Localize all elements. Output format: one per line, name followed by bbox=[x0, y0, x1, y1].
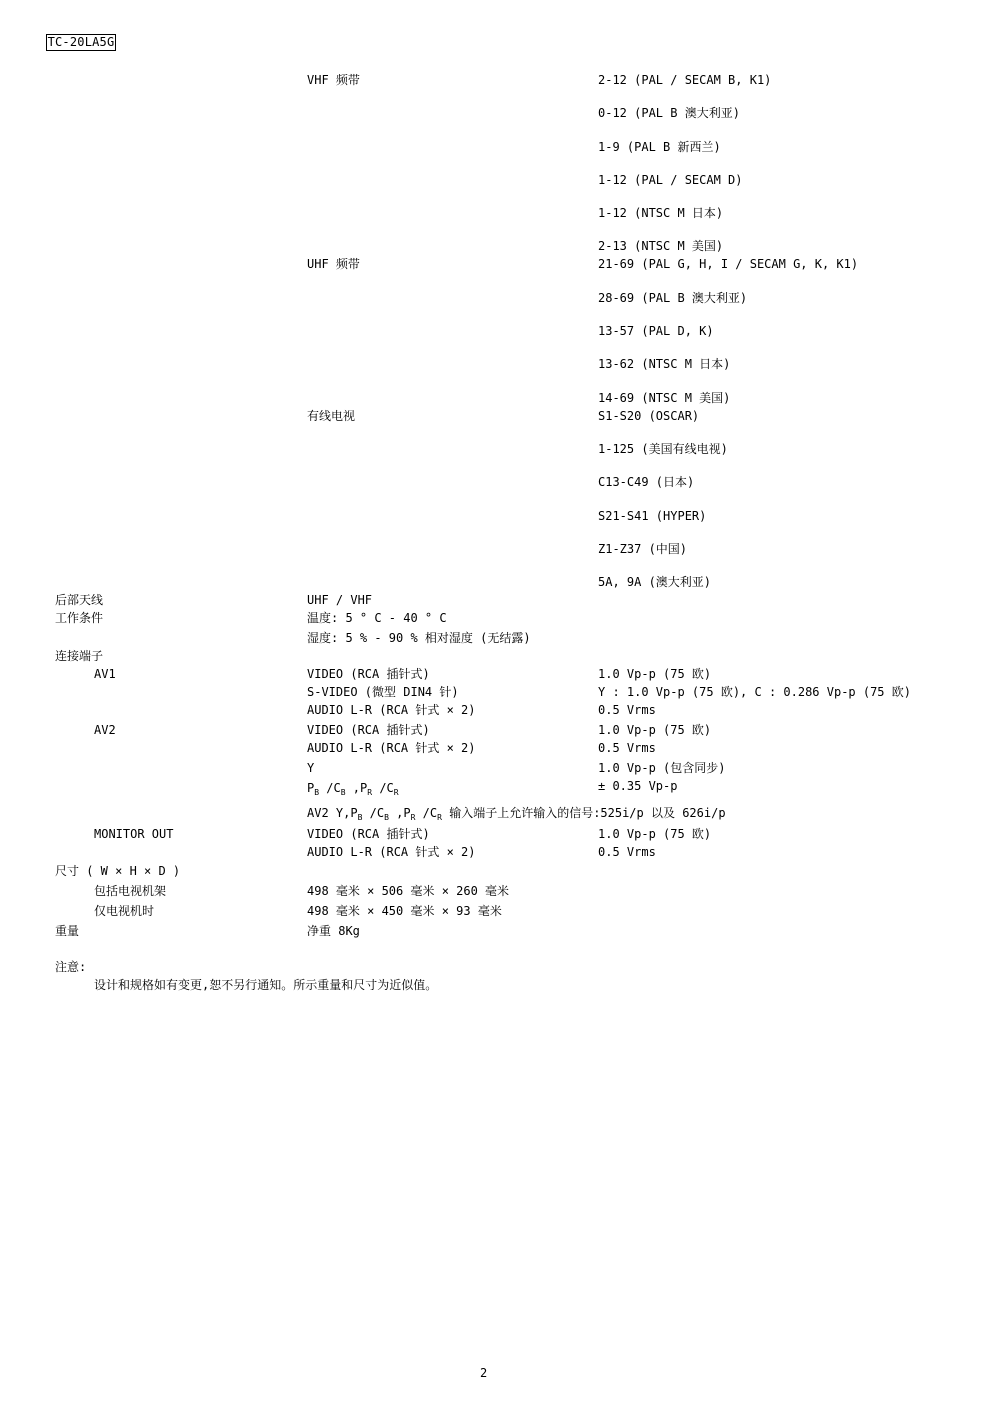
av1-video-name: VIDEO (RCA 插针式) bbox=[307, 667, 430, 681]
monitor-video-name: VIDEO (RCA 插针式) bbox=[307, 827, 430, 841]
av2-audio-name: AUDIO L-R (RCA 针式 × 2) bbox=[307, 741, 476, 755]
av1-svideo-value: Y : 1.0 Vp-p (75 欧), C : 0.286 Vp-p (75 欧) bbox=[598, 685, 911, 699]
uhf-value: 13-57 (PAL D, K) bbox=[598, 324, 714, 338]
uhf-value: 28-69 (PAL B 澳大利亚) bbox=[598, 291, 748, 305]
av2-audio-value: 0.5 Vrms bbox=[598, 741, 656, 755]
uhf-band-label: UHF 频带 bbox=[307, 257, 360, 271]
temperature-value: 温度: 5 ° C - 40 ° C bbox=[307, 611, 447, 625]
av2-signal-note: AV2 $Y,P_B$ $/C_B$ $,P_R$ $/C_R$ 输入端子上允许输入的信号:525i/p 以及 626i/p bbox=[307, 806, 726, 822]
catv-value: 1-125 (美国有线电视) bbox=[598, 442, 728, 456]
av1-label: AV1 bbox=[94, 667, 116, 681]
av1-svideo-name: S-VIDEO (微型 DIN4 针) bbox=[307, 685, 459, 699]
note-label: 注意: bbox=[55, 960, 87, 974]
av1-audio-value: 0.5 Vrms bbox=[598, 703, 656, 717]
catv-value: S21-S41 (HYPER) bbox=[598, 509, 707, 523]
operating-conditions-label: 工作条件 bbox=[55, 611, 104, 625]
tv-only-label: 仅电视机时 bbox=[94, 904, 155, 918]
vhf-value: 0-12 (PAL B 澳大利亚) bbox=[598, 106, 740, 120]
weight-label: 重量 bbox=[55, 924, 80, 938]
antenna-value: UHF / VHF bbox=[307, 593, 373, 607]
monitor-out-label: MONITOR OUT bbox=[94, 827, 174, 841]
monitor-audio-name: AUDIO L-R (RCA 针式 × 2) bbox=[307, 845, 476, 859]
antenna-label: 后部天线 bbox=[55, 593, 104, 607]
catv-value: C13-C49 (日本) bbox=[598, 475, 695, 489]
av2-video-name: VIDEO (RCA 插针式) bbox=[307, 723, 430, 737]
humidity-value: 湿度: 5 % - 90 % 相对湿度 (无结露) bbox=[307, 631, 531, 645]
with-stand-label: 包括电视机架 bbox=[94, 884, 167, 898]
vhf-value: 1-12 (PAL / SECAM D) bbox=[598, 173, 743, 187]
uhf-value: 13-62 (NTSC M 日本) bbox=[598, 357, 731, 371]
catv-value: Z1-Z37 (中国) bbox=[598, 542, 688, 556]
vhf-value: 2-12 (PAL / SECAM B, K1) bbox=[598, 73, 772, 87]
vhf-value: 1-12 (NTSC M 日本) bbox=[598, 206, 724, 220]
monitor-video-value: 1.0 Vp-p (75 欧) bbox=[598, 827, 712, 841]
monitor-audio-value: 0.5 Vrms bbox=[598, 845, 656, 859]
with-stand-value: 498 毫米 × 506 毫米 × 260 毫米 bbox=[307, 884, 510, 898]
vhf-band-label: VHF 频带 bbox=[307, 73, 360, 87]
vhf-value: 2-13 (NTSC M 美国) bbox=[598, 239, 724, 253]
uhf-value: 21-69 (PAL G, H, I / SECAM G, K, K1) bbox=[598, 257, 859, 271]
note-text: 设计和规格如有变更,恕不另行通知。所示重量和尺寸为近似值。 bbox=[94, 978, 438, 992]
tv-only-value: 498 毫米 × 450 毫米 × 93 毫米 bbox=[307, 904, 502, 918]
av2-pbpr-value: ± 0.35 Vp-p bbox=[598, 779, 678, 793]
terminals-label: 连接端子 bbox=[55, 649, 104, 663]
dimensions-label: 尺寸 ( W × H × D ) bbox=[55, 864, 181, 878]
av2-y-name: Y bbox=[307, 761, 315, 775]
av2-pbpr-name: $P_B$ $/C_B$ $,P_R$ $/C_R$ bbox=[307, 781, 399, 797]
vhf-value: 1-9 (PAL B 新西兰) bbox=[598, 140, 721, 154]
av1-video-value: 1.0 Vp-p (75 欧) bbox=[598, 667, 712, 681]
catv-label: 有线电视 bbox=[307, 409, 356, 423]
av2-video-value: 1.0 Vp-p (75 欧) bbox=[598, 723, 712, 737]
page-number: 2 bbox=[480, 1366, 488, 1380]
av2-label: AV2 bbox=[94, 723, 116, 737]
av2-y-value: 1.0 Vp-p (包含同步) bbox=[598, 761, 726, 775]
model-number-box: TC-20LA5G bbox=[47, 35, 115, 49]
catv-value: S1-S20 (OSCAR) bbox=[598, 409, 700, 423]
weight-value: 净重 8Kg bbox=[307, 924, 360, 938]
uhf-value: 14-69 (NTSC M 美国) bbox=[598, 391, 731, 405]
catv-value: 5A, 9A (澳大利亚) bbox=[598, 575, 712, 589]
av1-audio-name: AUDIO L-R (RCA 针式 × 2) bbox=[307, 703, 476, 717]
